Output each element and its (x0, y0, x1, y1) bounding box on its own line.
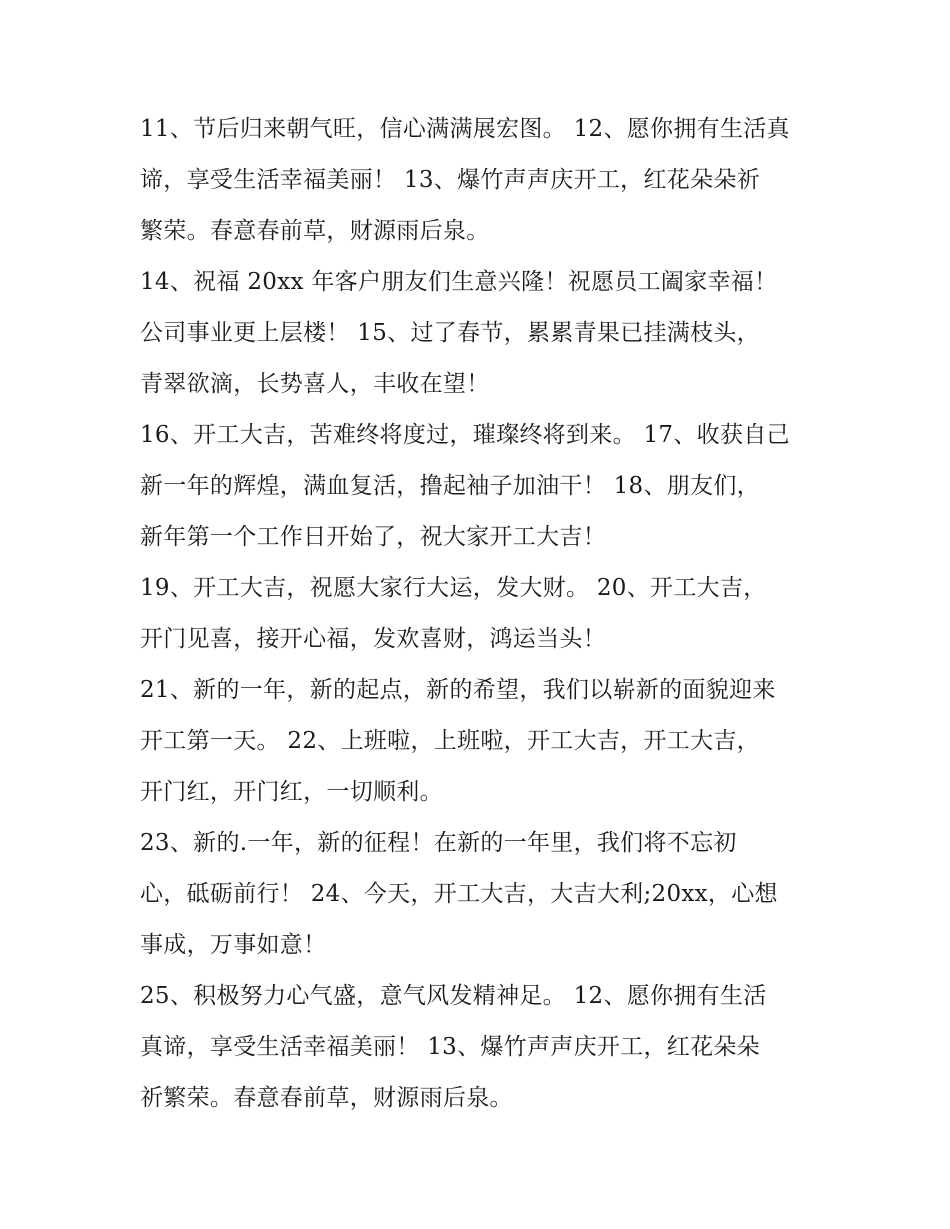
text-line: 真谛，享受生活幸福美丽！ 13、爆竹声声庆开工，红花朵朵 (140, 1034, 760, 1060)
paragraph-greetings-21-22 (140, 665, 820, 818)
text-line: 19、开工大吉，祝愿大家行大运，发大财。 20、开工大吉， (140, 575, 767, 601)
text-line: 繁荣。春意春前草，财源雨后泉。 (140, 218, 490, 244)
text-line: 祈繁荣。春意春前草，财源雨后泉。 (140, 1085, 513, 1111)
text-line: 14、祝福 20xx 年客户朋友们生意兴隆！祝愿员工阖家幸福！ (140, 269, 778, 295)
text-line: 青翠欲滴，长势喜人，丰收在望！ (140, 371, 490, 397)
text-line: 新一年的辉煌，满血复活，撸起袖子加油干！ 18、朋友们， (140, 473, 760, 499)
text-line: 开门见喜，接开心福，发欢喜财，鸿运当头！ (140, 626, 606, 652)
document-body (140, 104, 820, 1124)
text-line: 16、开工大吉，苦难终将度过，璀璨终将到来。 17、收获自己 (140, 422, 790, 448)
text-line: 23、新的.一年，新的征程！在新的一年里，我们将不忘初 (140, 830, 737, 856)
paragraph-greetings-11-13 (140, 104, 820, 257)
text-line: 心，砥砺前行！ 24、今天，开工大吉，大吉大利;20xx，心想 (140, 881, 778, 907)
paragraph-greetings-25 (140, 971, 820, 1124)
paragraph-greetings-14-15 (140, 257, 820, 410)
text-line: 谛，享受生活幸福美丽！ 13、爆竹声声庆开工，红花朵朵祈 (140, 167, 760, 193)
paragraph-greetings-19-20 (140, 563, 820, 665)
text-line: 公司事业更上层楼！ 15、过了春节，累累青果已挂满枝头， (140, 320, 760, 346)
text-line: 开工第一天。 22、上班啦，上班啦，开工大吉，开工大吉， (140, 728, 760, 754)
text-line: 开门红，开门红，一切顺利。 (140, 779, 443, 805)
text-line: 25、积极努力心气盛，意气风发精神足。 12、愿你拥有生活 (140, 983, 767, 1009)
text-line: 新年第一个工作日开始了，祝大家开工大吉！ (140, 524, 606, 550)
paragraph-greetings-23-24 (140, 818, 820, 971)
text-line: 11、节后归来朝气旺，信心满满展宏图。 12、愿你拥有生活真 (140, 116, 790, 142)
text-line: 21、新的一年，新的起点，新的希望，我们以崭新的面貌迎来 (140, 677, 776, 703)
text-line: 事成，万事如意！ (140, 932, 327, 958)
paragraph-greetings-16-18 (140, 410, 820, 563)
